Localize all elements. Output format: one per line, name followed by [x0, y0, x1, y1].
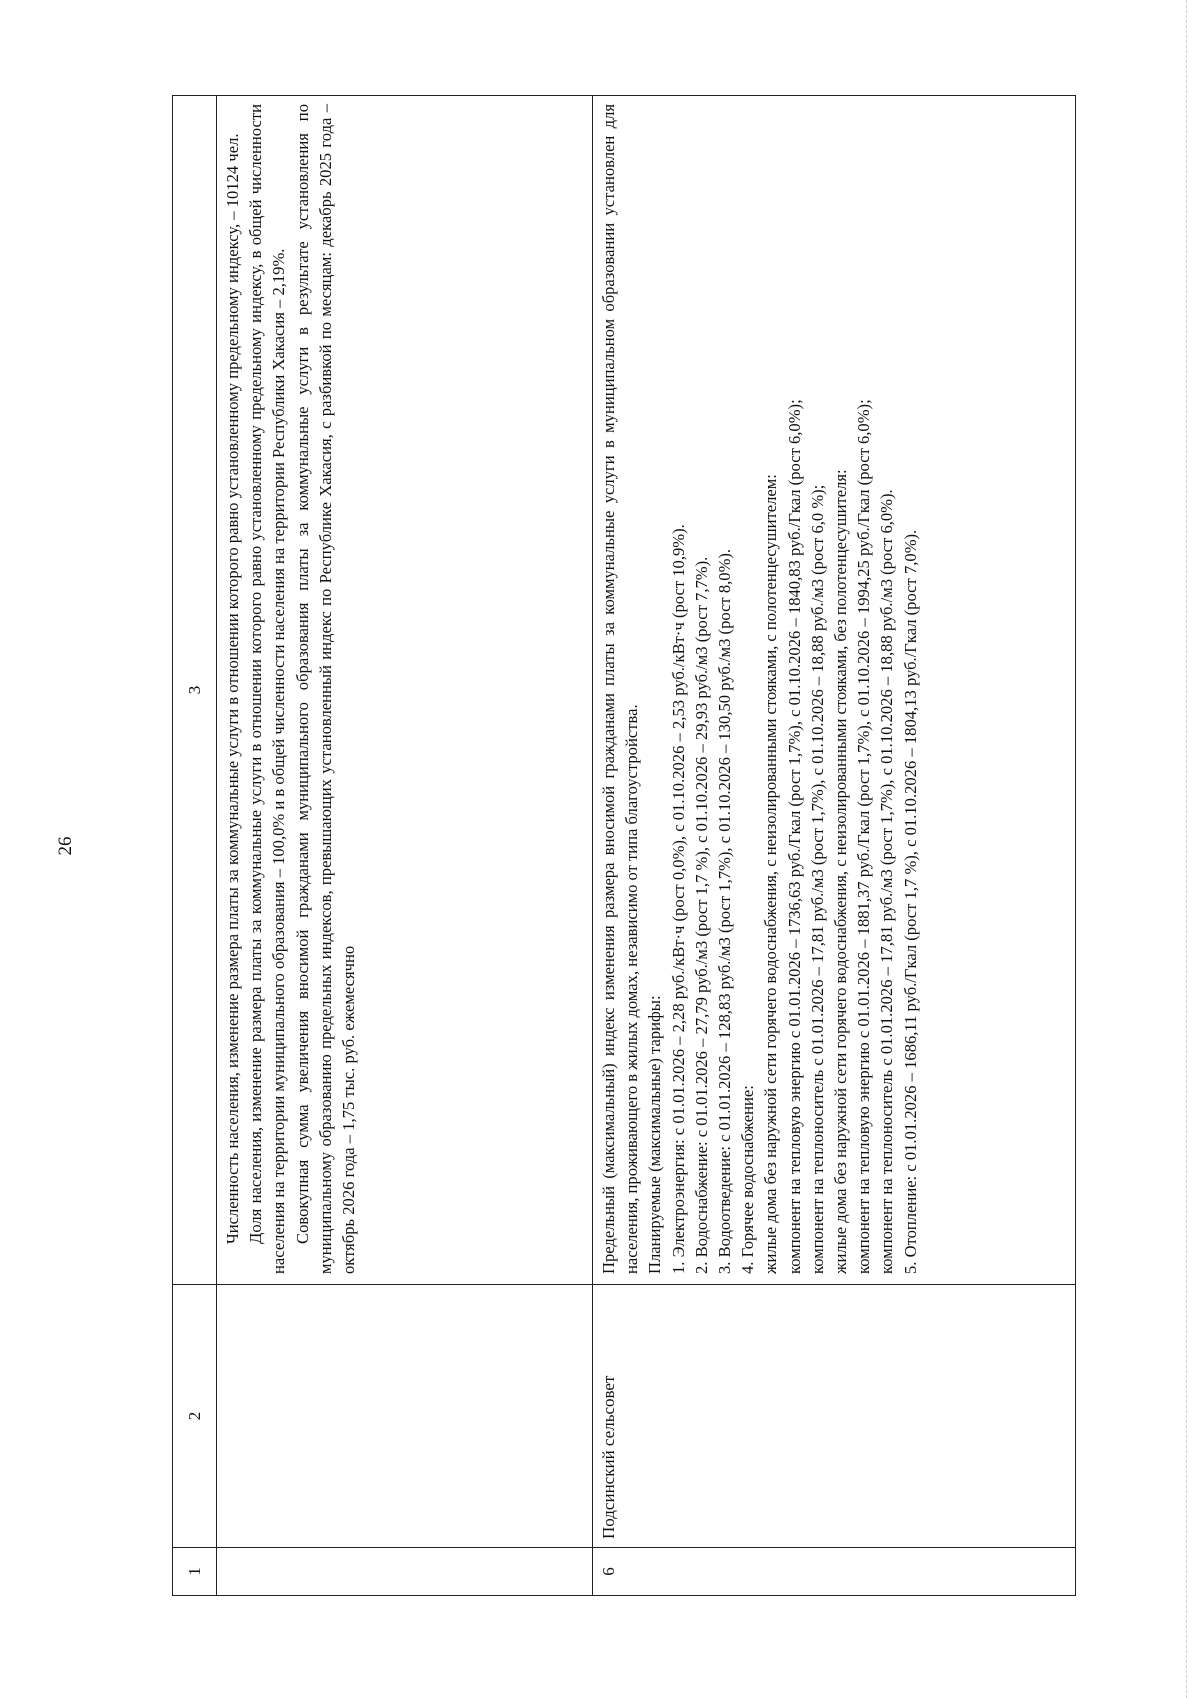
heat-carrier-component-1: компонент на теплоноситель с 01.01.2026 – 17,81 руб./м3 (рост 1,7%), с 01.10.2026 – 18,88 руб./м3 (рост 6,0 %); — [807, 484, 827, 1274]
row-number-cell: 6 — [593, 1548, 1076, 1596]
header-col-1: 1 — [173, 1548, 217, 1596]
tariff-table — [172, 95, 1076, 1596]
hot-water-case-without-dryer: жилые дома без наружной сети горячего водоснабжения, с неизолированными стояками, без полотенцесушителя: — [831, 469, 851, 1274]
tariff-hot-water-heading: 4. Горячее водоснабжение: — [738, 1085, 758, 1274]
tariffs-heading: Планируемые (максимальные) тарифы: — [645, 995, 665, 1274]
page-number: 26 — [55, 836, 76, 856]
rotated-table-wrapper — [172, 96, 1072, 1596]
header-col-2: 2 — [173, 1285, 217, 1548]
table-row — [593, 96, 1076, 1596]
total-increase-paragraph: Совокупная сумма увеличения вносимой гражданами муниципального образования платы за коммунальные услуги в результате установления по муниципальному образованию предельных индексов, превышающих установленный индекс по Республике Хакасия, с разбивкой по месяцам: декабрь 2025 года – октябрь 2026 года – 1,75 тыс. руб. ежемесячно — [292, 104, 359, 1274]
municipality-cell — [217, 1285, 593, 1548]
heat-energy-component-1: компонент на тепловую энергию с 01.01.2026 – 1736,63 руб./Гкал (рост 1,7%), с 01.10.2026 – 1840,83 руб./Гкал (рост 6,0%); — [784, 399, 804, 1274]
table-row — [217, 96, 593, 1596]
table-header-row — [173, 96, 217, 1596]
scan-edge-line — [1186, 0, 1187, 1698]
tariff-sewerage: 3. Водоотведение: с 01.01.2026 – 128,83 руб./м3 (рост 1,7%), с 01.10.2026 – 130,50 руб./м3 (рост 8,0%). — [715, 548, 735, 1274]
population-paragraph: Численность населения, изменение размера платы за коммунальные услуги в отношении которого равно установленному предельному индексу, – 10124 чел. — [223, 133, 242, 1244]
description-cell — [217, 96, 593, 1285]
description-cell — [593, 96, 1076, 1285]
index-paragraph: Предельный (максимальный) индекс изменения размера вносимой гражданами платы за коммунальные услуги в муниципальном образовании установлен для населения, проживающего в жилых домах, независимо от типа благоустройства. — [599, 104, 642, 1274]
heat-energy-component-2: компонент на тепловую энергию с 01.01.2026 – 1881,37 руб./Гкал (рост 1,7%), с 01.10.2026 – 1994,25 руб./Гкал (рост 6,0%); — [854, 399, 874, 1274]
tariff-heating: 5. Отопление: с 01.01.2026 – 1686,11 руб./Гкал (рост 1,7 %), с 01.10.2026 – 1804,13 руб./Гкал (рост 7,0%). — [900, 529, 920, 1274]
population-share-paragraph: Доля населения, изменение размера платы за коммунальные услуги в отношении которого равно установленному предельному индексу, в общей численности населения на территории муниципального образования – 100,0% и в общей численности населения на территории Республики Хакасия – 2,19%. — [246, 104, 289, 1274]
row-number-cell — [217, 1548, 593, 1596]
tariff-water-supply: 2. Водоснабжение: с 01.01.2026 – 27,79 руб./м3 (рост 1,7 %), с 01.10.2026 – 29,93 руб./м3 (рост 7,7%). — [691, 556, 711, 1274]
header-col-3: 3 — [173, 96, 217, 1285]
hot-water-case-with-dryer: жилые дома без наружной сети горячего водоснабжения, с неизолированными стояками, с полотенцесушителем: — [761, 474, 781, 1274]
municipality-cell: Подсинский сельсовет — [593, 1285, 1076, 1548]
tariff-electricity: 1. Электроэнергия: с 01.01.2026 – 2,28 руб./кВт·ч (рост 0,0%), с 01.10.2026 – 2,53 руб./кВт·ч (рост 10,9%). — [668, 524, 688, 1274]
heat-carrier-component-2: компонент на теплоноситель с 01.01.2026 – 17,81 руб./м3 (рост 1,7%), с 01.10.2026 – 18,88 руб./м3 (рост 6,0%). — [877, 489, 897, 1274]
